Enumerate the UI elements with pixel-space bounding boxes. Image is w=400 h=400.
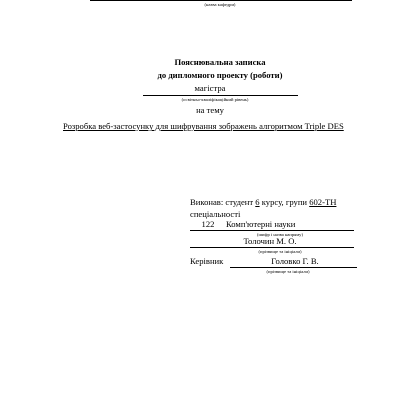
title-line-1: Пояснювальна записка (174, 57, 266, 67)
performer-name: Толочин М. О. (243, 236, 297, 246)
department-caption: (назва кафедри) (204, 2, 236, 7)
title-line-2: до дипломного проекту (роботи) (157, 70, 283, 80)
thesis-topic: Розробка веб-застосунку для шифрування зображень алгоритмом Triple DES (63, 121, 344, 131)
performer-course-suffix: курсу, групи (261, 197, 308, 207)
degree-level-caption: (освітньо-кваліфікаційний рівень) (181, 97, 249, 102)
performer-group: 602-ТН (309, 197, 337, 207)
supervisor-name-rule (230, 267, 357, 268)
degree-level: магістра (194, 83, 226, 93)
on-topic-label: на тему (196, 105, 224, 115)
specialty-label: спеціальності (190, 209, 241, 219)
supervisor-name: Головко Г. В. (271, 256, 319, 266)
specialty-caption: (шифр і назва напряму) (256, 232, 304, 237)
department-line (90, 0, 352, 1)
specialty-rule (190, 230, 354, 231)
performer-name-rule (190, 247, 354, 248)
supervisor-name-caption: (прізвище та ініціали) (266, 269, 310, 274)
specialty-name: Комп'ютерні науки (226, 219, 296, 229)
performer-name-caption: (прізвище та ініціали) (258, 249, 302, 254)
specialty-code: 122 (201, 219, 215, 229)
performer-prefix: Виконав: студент (190, 197, 254, 207)
specialty-line (190, 219, 295, 229)
performer-line (190, 197, 336, 207)
supervisor-label: Керівник (190, 256, 224, 266)
performer-course: 6 (255, 197, 260, 207)
degree-level-line (143, 95, 298, 96)
